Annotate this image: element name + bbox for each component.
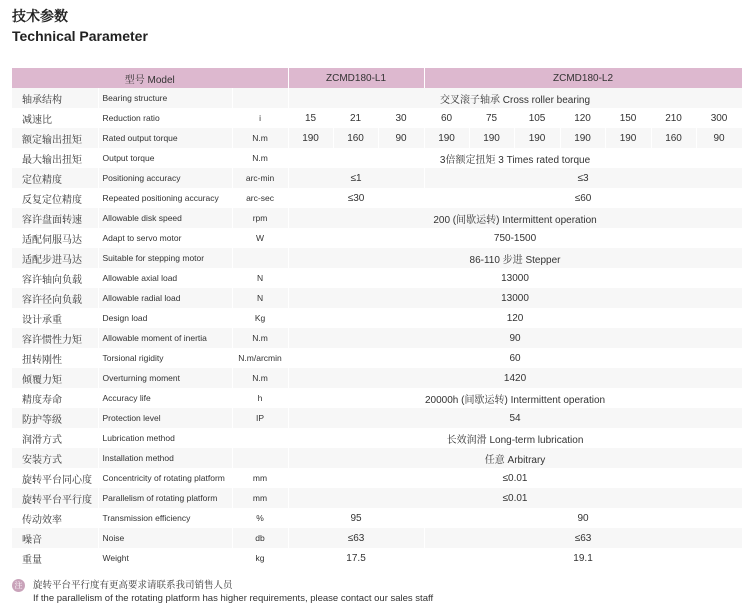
- param-value: 90: [288, 328, 742, 348]
- param-unit: [232, 448, 288, 468]
- table-row: [12, 88, 742, 108]
- param-name-zh: 容许惯性力矩: [12, 328, 98, 348]
- table-row: [12, 488, 742, 508]
- param-value: 190: [288, 128, 333, 148]
- param-name-en: Reduction ratio: [98, 108, 232, 128]
- param-value-l2: ≤60: [424, 188, 742, 208]
- param-value-l1: 95: [288, 508, 424, 528]
- table-header-row: [12, 68, 742, 88]
- param-name-zh: 润滑方式: [12, 428, 98, 448]
- param-value: 190: [560, 128, 605, 148]
- param-unit: N.m: [232, 128, 288, 148]
- table-row: [12, 188, 742, 208]
- table-row: [12, 348, 742, 368]
- param-value: 75: [469, 108, 514, 128]
- param-unit: %: [232, 508, 288, 528]
- param-name-en: Lubrication method: [98, 428, 232, 448]
- param-unit: N.m: [232, 328, 288, 348]
- table-row: [12, 148, 742, 168]
- param-value: 13000: [288, 288, 742, 308]
- param-value: 160: [651, 128, 696, 148]
- param-name-en: Overturning moment: [98, 368, 232, 388]
- param-name-zh: 旋转平台同心度: [12, 468, 98, 488]
- param-value: 20000h (间歇运转) Intermittent operation: [288, 388, 742, 408]
- param-unit: N: [232, 288, 288, 308]
- param-value: 60: [288, 348, 742, 368]
- param-name-zh: 反复定位精度: [12, 188, 98, 208]
- section-header: [12, 6, 148, 46]
- param-name-en: Adapt to servo motor: [98, 228, 232, 248]
- param-name-en: Torsional rigidity: [98, 348, 232, 368]
- param-name-zh: 定位精度: [12, 168, 98, 188]
- param-value: 30: [378, 108, 424, 128]
- param-unit: N.m: [232, 148, 288, 168]
- param-unit: N.m: [232, 368, 288, 388]
- param-value: 86-110 步进 Stepper: [288, 248, 742, 268]
- table-row: [12, 548, 742, 568]
- param-value: 105: [514, 108, 560, 128]
- param-name-en: Allowable axial load: [98, 268, 232, 288]
- param-value: 210: [651, 108, 696, 128]
- table-row: [12, 308, 742, 328]
- param-value-l2: ≤3: [424, 168, 742, 188]
- param-name-zh: 适配步进马达: [12, 248, 98, 268]
- param-name-en: Output torque: [98, 148, 232, 168]
- table-row: [12, 388, 742, 408]
- param-name-en: Design load: [98, 308, 232, 328]
- table-row: [12, 108, 742, 128]
- param-name-zh: 容许径向负载: [12, 288, 98, 308]
- model-header: 型号 Model: [12, 68, 288, 88]
- param-name-zh: 传动效率: [12, 508, 98, 528]
- param-unit: mm: [232, 488, 288, 508]
- param-unit: mm: [232, 468, 288, 488]
- param-value: 190: [424, 128, 469, 148]
- param-value: 54: [288, 408, 742, 428]
- table-row: [12, 328, 742, 348]
- param-unit: arc-sec: [232, 188, 288, 208]
- param-name-en: Parallelism of rotating platform: [98, 488, 232, 508]
- param-value-l1: ≤1: [288, 168, 424, 188]
- param-name-en: Allowable disk speed: [98, 208, 232, 228]
- param-unit: i: [232, 108, 288, 128]
- param-name-zh: 容许盘面转速: [12, 208, 98, 228]
- param-name-en: Allowable moment of inertia: [98, 328, 232, 348]
- param-value: 190: [469, 128, 514, 148]
- param-unit: N.m/arcmin: [232, 348, 288, 368]
- param-name-en: Positioning accuracy: [98, 168, 232, 188]
- table-row: [12, 408, 742, 428]
- param-name-zh: 噪音: [12, 528, 98, 548]
- param-unit: N: [232, 268, 288, 288]
- param-unit: rpm: [232, 208, 288, 228]
- note-english: If the parallelism of the rotating platform has higher requirements, please contact our sales staff: [33, 593, 434, 604]
- table-row: [12, 288, 742, 308]
- param-unit: Kg: [232, 308, 288, 328]
- param-value: 190: [605, 128, 651, 148]
- param-unit: db: [232, 528, 288, 548]
- param-unit: IP: [232, 408, 288, 428]
- param-value: 3倍额定扭矩 3 Times rated torque: [288, 148, 742, 168]
- param-name-zh: 安装方式: [12, 448, 98, 468]
- param-name-zh: 最大输出扭矩: [12, 148, 98, 168]
- l1-header: ZCMD180-L1: [288, 68, 424, 88]
- param-unit: h: [232, 388, 288, 408]
- param-value: 300: [696, 108, 742, 128]
- table-row: [12, 168, 742, 188]
- param-value-l1: ≤30: [288, 188, 424, 208]
- param-value: 21: [333, 108, 378, 128]
- param-value: 750-1500: [288, 228, 742, 248]
- param-name-en: Rated output torque: [98, 128, 232, 148]
- param-value: 长效润滑 Long-term lubrication: [288, 428, 742, 448]
- param-value-l2: 19.1: [424, 548, 742, 568]
- param-name-zh: 精度寿命: [12, 388, 98, 408]
- param-name-zh: 防护等级: [12, 408, 98, 428]
- param-value: 150: [605, 108, 651, 128]
- table-row: [12, 508, 742, 528]
- param-name-zh: 重量: [12, 548, 98, 568]
- param-name-zh: 额定输出扭矩: [12, 128, 98, 148]
- param-name-zh: 减速比: [12, 108, 98, 128]
- param-name-en: Protection level: [98, 408, 232, 428]
- param-name-zh: 容许轴向负载: [12, 268, 98, 288]
- param-value: 交叉滚子轴承 Cross roller bearing: [288, 88, 742, 108]
- param-name-en: Weight: [98, 548, 232, 568]
- table-row: [12, 368, 742, 388]
- table-row: [12, 228, 742, 248]
- param-unit: [232, 428, 288, 448]
- param-value-l2: 90: [424, 508, 742, 528]
- spec-table: [12, 68, 743, 568]
- table-row: [12, 248, 742, 268]
- param-value: ≤0.01: [288, 468, 742, 488]
- l2-header: ZCMD180-L2: [424, 68, 742, 88]
- param-value: ≤0.01: [288, 488, 742, 508]
- param-name-zh: 适配伺服马达: [12, 228, 98, 248]
- title-english: Technical Parameter: [12, 28, 148, 44]
- param-name-en: Noise: [98, 528, 232, 548]
- param-name-en: Accuracy life: [98, 388, 232, 408]
- param-name-en: Transmission efficiency: [98, 508, 232, 528]
- param-name-zh: 扭转刚性: [12, 348, 98, 368]
- param-value: 60: [424, 108, 469, 128]
- param-value: 190: [514, 128, 560, 148]
- table-row: [12, 208, 742, 228]
- param-name-en: Bearing structure: [98, 88, 232, 108]
- param-value: 15: [288, 108, 333, 128]
- param-value: 1420: [288, 368, 742, 388]
- param-name-zh: 设计承重: [12, 308, 98, 328]
- param-unit: kg: [232, 548, 288, 568]
- param-value: 90: [378, 128, 424, 148]
- title-chinese: 技术参数: [12, 8, 68, 24]
- note-icon: 注: [12, 579, 25, 592]
- param-name-en: Concentricity of rotating platform: [98, 468, 232, 488]
- param-value: 90: [696, 128, 742, 148]
- param-value: 200 (间歇运转) Intermittent operation: [288, 208, 742, 228]
- param-name-en: Installation method: [98, 448, 232, 468]
- table-row: [12, 528, 742, 548]
- param-value-l1: ≤63: [288, 528, 424, 548]
- param-value: 120: [560, 108, 605, 128]
- table-row: [12, 128, 742, 148]
- param-unit: [232, 88, 288, 108]
- table-body: [12, 88, 742, 568]
- param-name-en: Suitable for stepping motor: [98, 248, 232, 268]
- param-unit: arc-min: [232, 168, 288, 188]
- param-name-en: Allowable radial load: [98, 288, 232, 308]
- table-row: [12, 448, 742, 468]
- param-value: 任意 Arbitrary: [288, 448, 742, 468]
- param-unit: [232, 248, 288, 268]
- param-name-zh: 旋转平台平行度: [12, 488, 98, 508]
- param-value-l2: ≤63: [424, 528, 742, 548]
- param-value: 13000: [288, 268, 742, 288]
- param-value: 120: [288, 308, 742, 328]
- param-name-zh: 轴承结构: [12, 88, 98, 108]
- param-unit: W: [232, 228, 288, 248]
- note-chinese: 旋转平台平行度有更高要求请联系我司销售人员: [33, 580, 233, 591]
- table-row: [12, 468, 742, 488]
- param-name-zh: 倾覆力矩: [12, 368, 98, 388]
- table-row: [12, 428, 742, 448]
- param-value-l1: 17.5: [288, 548, 424, 568]
- table-row: [12, 268, 742, 288]
- param-name-en: Repeated positioning accuracy: [98, 188, 232, 208]
- param-value: 160: [333, 128, 378, 148]
